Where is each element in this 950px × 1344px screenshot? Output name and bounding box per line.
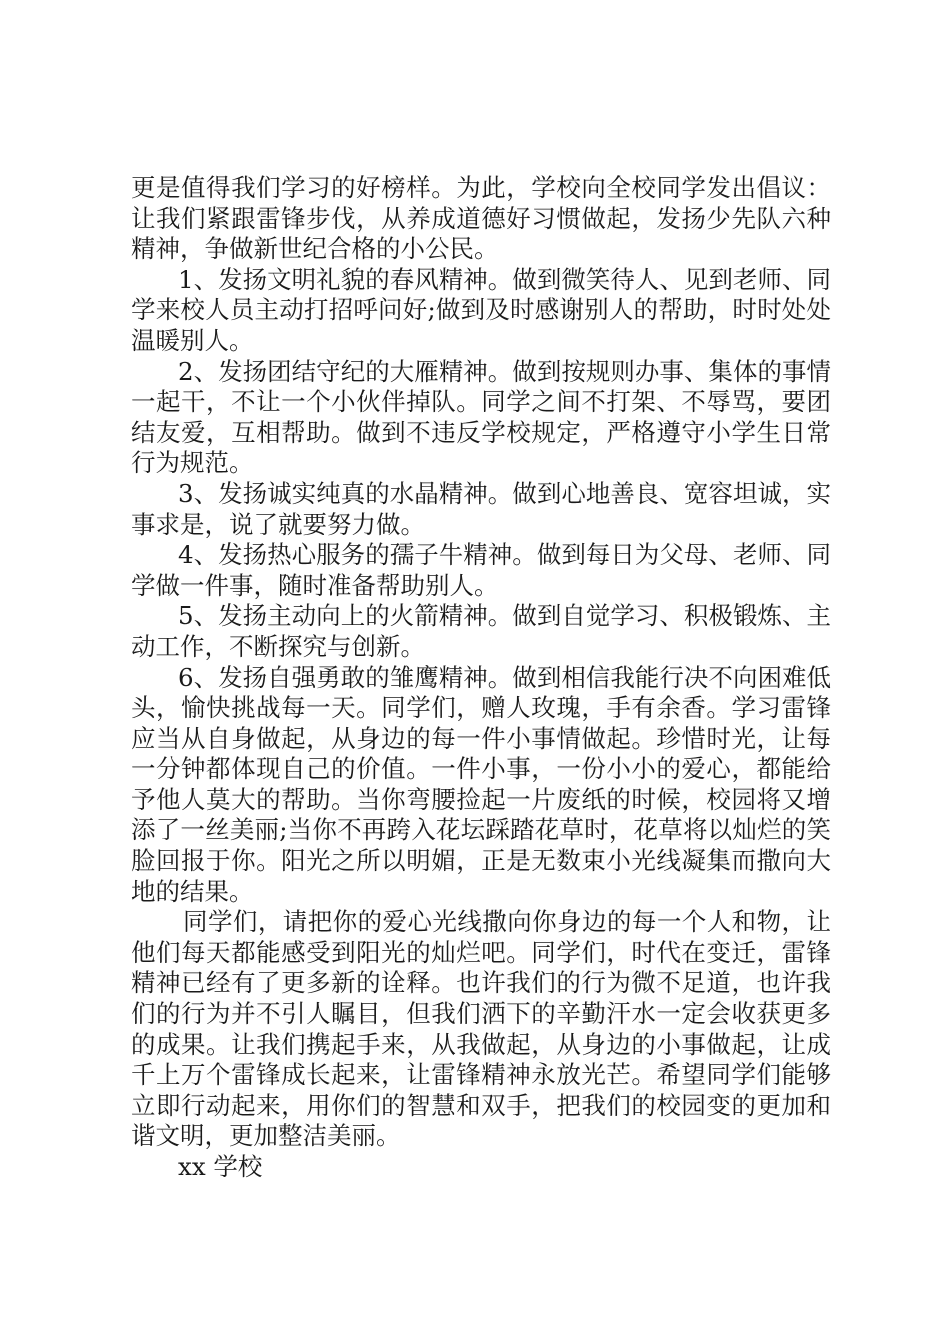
closing-paragraph: 同学们，请把你的爱心光线撒向你身边的每一个人和物，让他们每天都能感受到阳光的灿烂吧。同学们，时代在变迁，雷锋精神已经有了更多新的诠释。也许我们的行为微不足道，也许我们的行为并不引人瞩目，但我们洒下的辛勤汗水一定会收获更多的成果。让我们携起手来，从我做起，从身边的小事做起，让成千上万个雷锋成长起来，让雷锋精神永放光芒。希望同学们能够立即行动起来，用你们的智慧和双手，把我们的校园变的更加和谐文明，更加整洁美丽。	[131, 907, 831, 1151]
item-4-paragraph: 4、发扬热心服务的孺子牛精神。做到每日为父母、老师、同学做一件事，随时准备帮助别人。	[131, 540, 831, 600]
item-1-paragraph: 1、发扬文明礼貌的春风精神。做到微笑待人、见到老师、同学来校人员主动打招呼问好;做到及时感谢别人的帮助，时时处处温暖别人。	[131, 264, 831, 355]
item-6-paragraph: 6、发扬自强勇敢的雏鹰精神。做到相信我能行决不向困难低头，愉快挑战每一天。同学们，赠人玫瑰，手有余香。学习雷锋应当从自身做起，从身边的每一件小事情做起。珍惜时光，让每一分钟都体现自己的价值。一件小事，一份小小的爱心，都能给予他人莫大的帮助。当你弯腰捡起一片废纸的时候，校园将又增添了一丝美丽;当你不再跨入花坛踩踏花草时，花草将以灿烂的笑脸回报于你。阳光之所以明媚，正是无数束小光线凝集而撒向大地的结果。	[131, 662, 831, 906]
signature: xx 学校	[178, 1152, 263, 1181]
intro-paragraph: 更是值得我们学习的好榜样。为此，学校向全校同学发出倡议：让我们紧跟雷锋步伐，从养成道德好习惯做起，发扬少先队六种精神，争做新世纪合格的小公民。	[131, 173, 831, 264]
document-body	[131, 173, 831, 1183]
item-3-paragraph: 3、发扬诚实纯真的水晶精神。做到心地善良、宽容坦诚，实事求是，说了就要努力做。	[131, 478, 831, 539]
item-2-paragraph: 2、发扬团结守纪的大雁精神。做到按规则办事、集体的事情一起干，不让一个小伙伴掉队。同学之间不打架、不辱骂，要团结友爱，互相帮助。做到不违反学校规定，严格遵守小学生日常行为规范。	[131, 356, 831, 478]
item-5-paragraph: 5、发扬主动向上的火箭精神。做到自觉学习、积极锻炼、主动工作，不断探究与创新。	[131, 601, 831, 661]
